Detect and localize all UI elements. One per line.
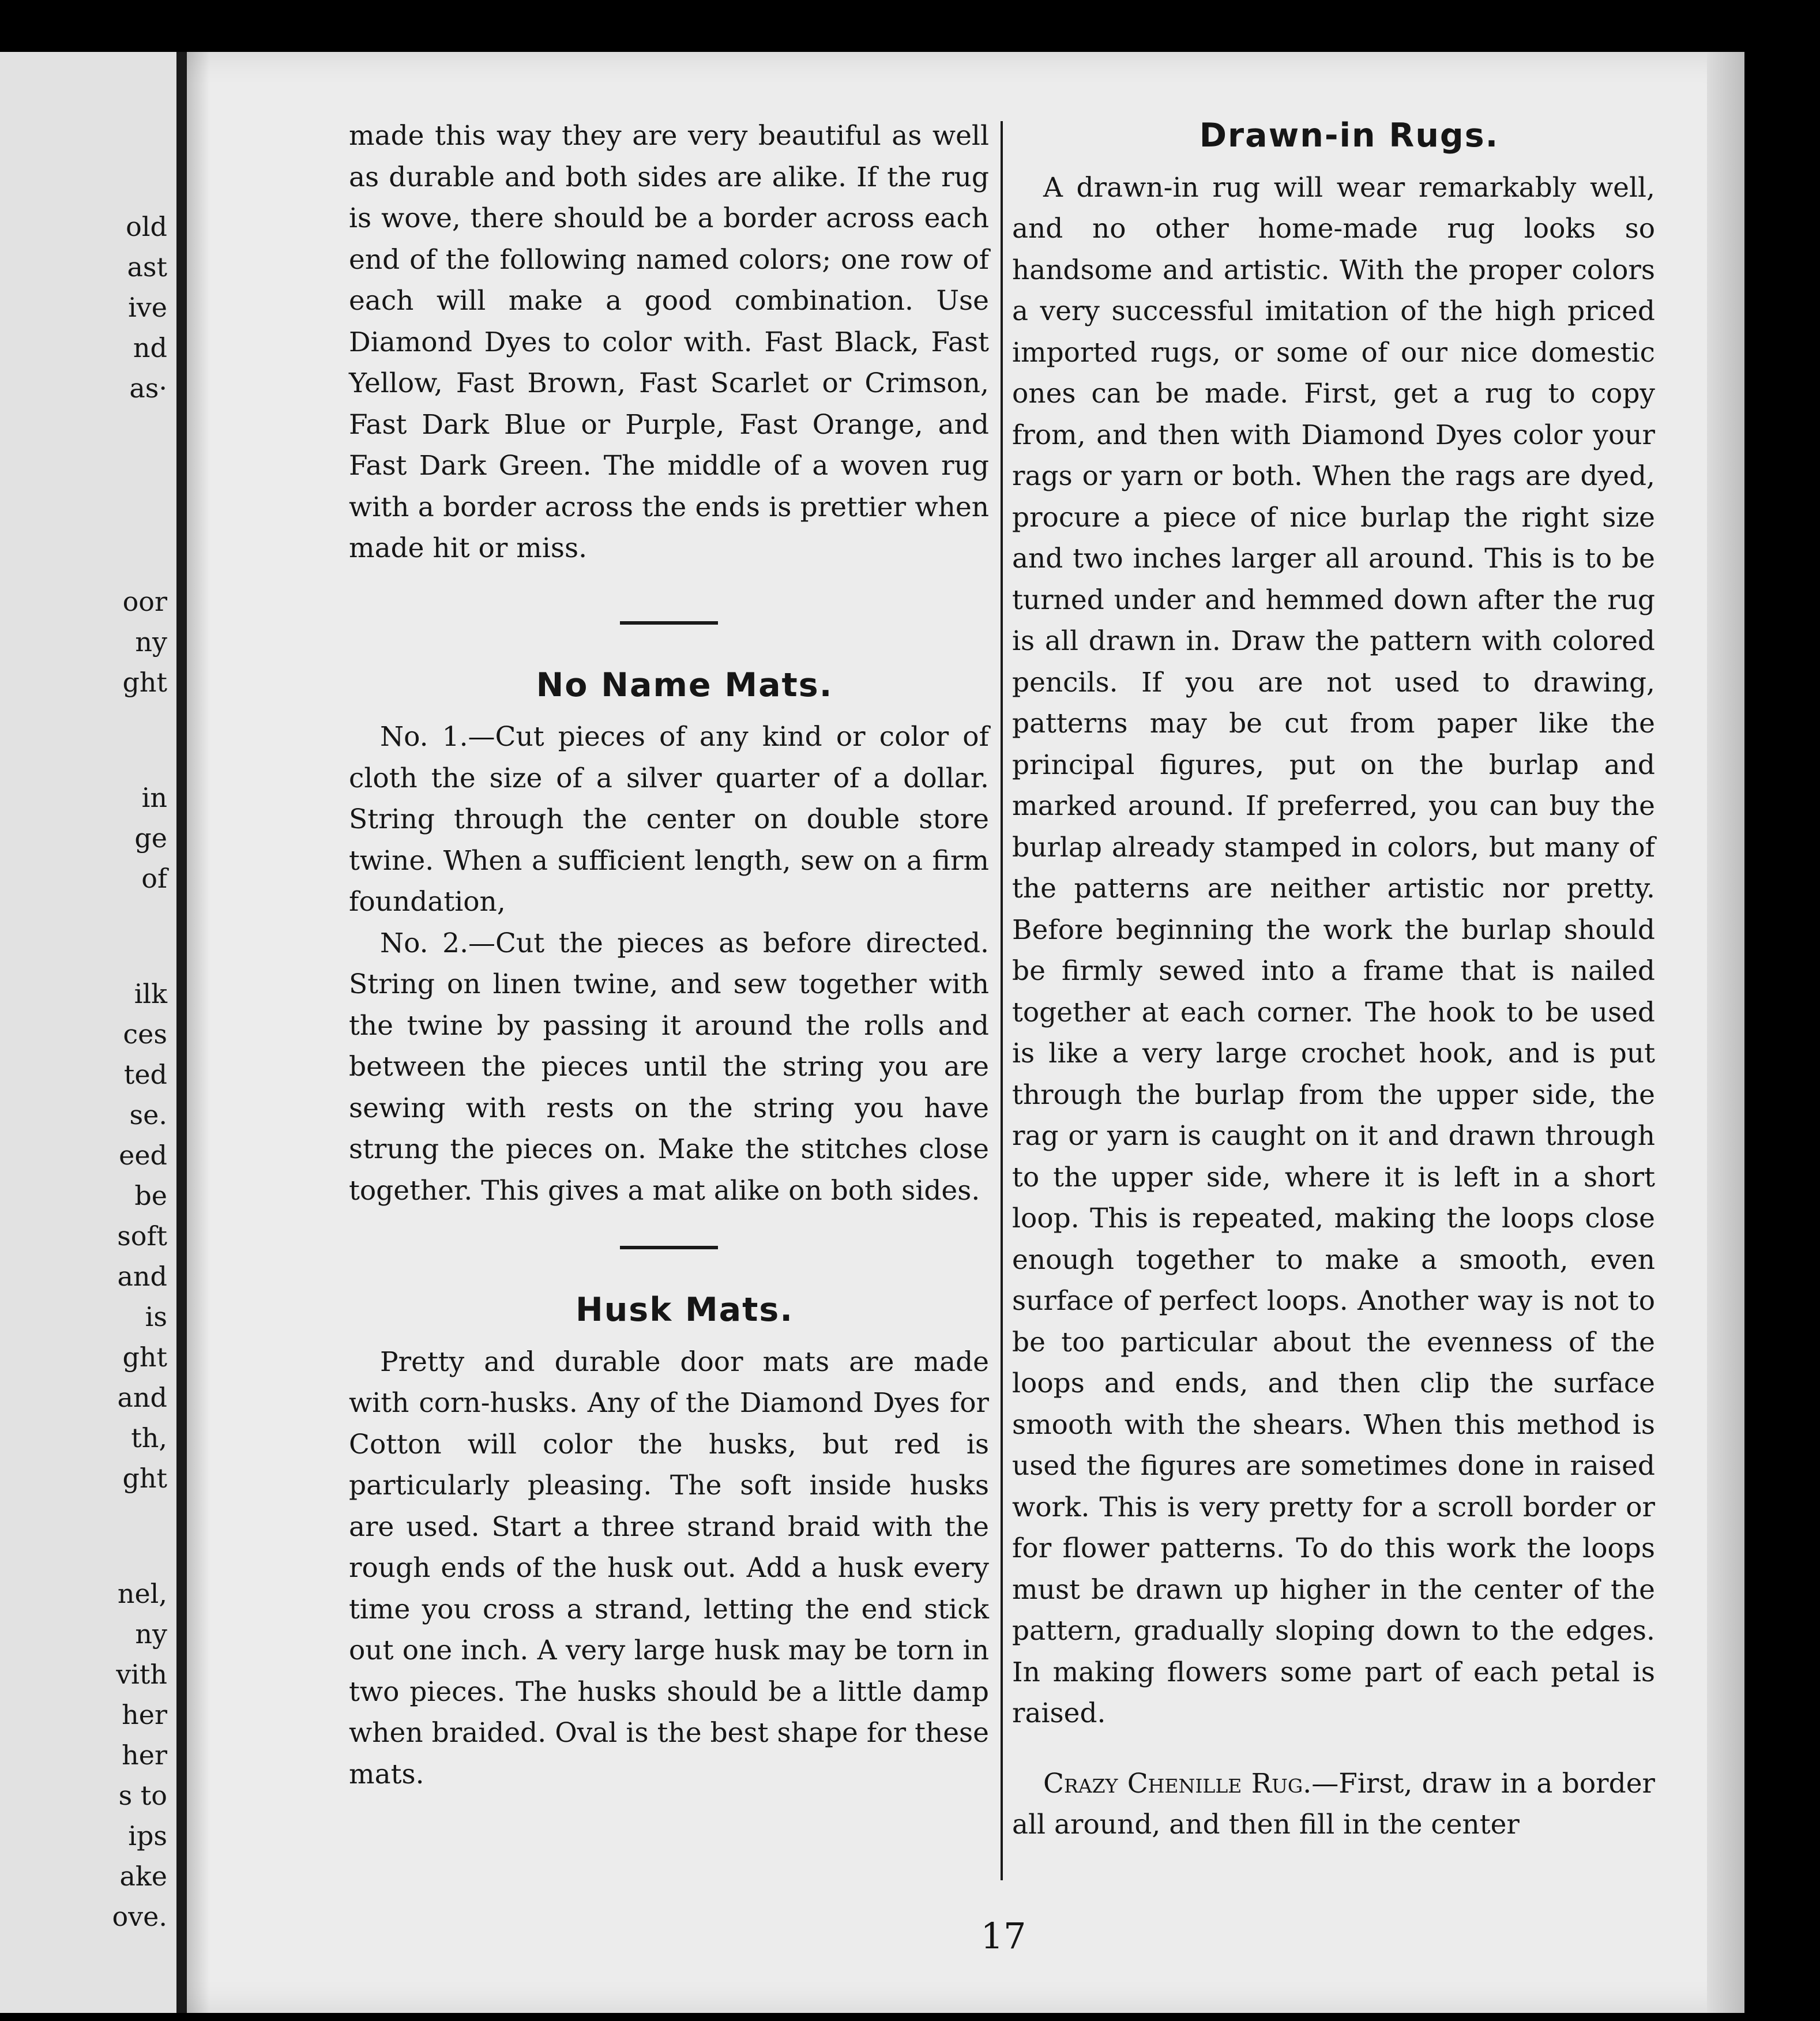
facing-page-fragment: ge — [134, 822, 167, 854]
facing-page-fragment: as· — [129, 373, 167, 404]
facing-page-fragment: se. — [129, 1099, 167, 1130]
husk-mats-paragraph: Pretty and durable door mats are made with corn-husks. Any of the Diamond Dyes for Cotton will color the husks, but red is particularly pleasing. The soft inside husks are used. Start a three strand braid with the rough ends of the husk out. Add a husk every time you cross a strand, letting the end stick out one inch. A very large husk may be torn in two pieces. The husks should be a little damp when braided. Oval is the best shape for these mats. — [349, 1346, 989, 1790]
fold-shadow — [187, 52, 210, 2013]
crazy-chenille-label: Crazy Chenille Rug. — [1043, 1767, 1312, 1800]
facing-page-fragment: soft — [117, 1220, 167, 1252]
page-number: 17 — [980, 1915, 1026, 1957]
column-divider — [1001, 121, 1003, 1880]
facing-page-fragment: ght — [122, 667, 167, 698]
facing-page-fragment: ake — [119, 1861, 167, 1892]
page-edge — [1707, 52, 1744, 2013]
facing-page-fragment: old — [126, 211, 167, 242]
facing-page-fragment: th, — [131, 1422, 167, 1453]
facing-page-fragment: s to — [118, 1780, 167, 1811]
crazy-chenille-text: —First, draw in a border all around, and then fill in the center — [1012, 1767, 1655, 1840]
facing-page-fragment: vith — [116, 1659, 167, 1690]
husk-mats-heading: Husk Mats. — [576, 1291, 794, 1329]
rug-border-paragraph: made this way they are very beautiful as well as durable and both sides are alike. If the rug is wove, there should be a border across each end of the following named colors; one row of each will make a good combination. Use Diamond Dyes to color with. Fast Black, Fast Yellow, Fast Brown, Fast Scarlet or Crimson, Fast Dark Blue or Purple, Fast Orange, and Fast Dark Green. The middle of a woven rug with a border across the ends is prettier when made hit or miss. — [349, 120, 989, 564]
facing-page-edge — [0, 52, 179, 2013]
facing-page-fragment: ips — [128, 1820, 167, 1851]
facing-page-fragment: in — [141, 782, 167, 813]
facing-page-fragment: ast — [127, 251, 167, 283]
facing-page-fragment: ove. — [112, 1901, 167, 1932]
right-column — [1012, 115, 1655, 1846]
facing-page-fragment: ny — [135, 1618, 167, 1650]
facing-page-fragment: ght — [122, 1342, 167, 1373]
facing-page-fragment: and — [117, 1382, 167, 1413]
no-name-mats-item-1: No. 1.—Cut pieces of any kind or color of cloth the size of a silver quarter of a dollar. String through the center on double store twine. When a sufficient length, sew on a firm foundation, — [349, 721, 989, 918]
facing-page-fragment: be — [134, 1180, 167, 1211]
facing-page-fragment: her — [122, 1740, 167, 1771]
crazy-chenille-paragraph — [1012, 1763, 1655, 1846]
book-page — [0, 52, 1744, 2013]
facing-page-fragment: ght — [122, 1463, 167, 1494]
facing-page-fragment: ces — [123, 1019, 167, 1050]
facing-page-fragment: her — [122, 1699, 167, 1730]
facing-page-fragment: ive — [128, 292, 167, 323]
facing-page-fragment: ny — [135, 626, 167, 658]
facing-page-fragment: of — [141, 863, 167, 894]
facing-page-fragment: nel, — [117, 1578, 167, 1609]
book-binding — [176, 52, 187, 2013]
drawn-in-rugs-heading: Drawn-in Rugs. — [1199, 117, 1499, 155]
facing-page-fragment: and — [117, 1261, 167, 1292]
facing-page-fragment: oor — [122, 586, 167, 617]
facing-page-fragment: is — [145, 1301, 167, 1332]
facing-page-fragment: nd — [133, 332, 167, 363]
drawn-in-rugs-paragraph: A drawn-in rug will wear remarkably well, and no other home-made rug looks so handsome and artistic. With the proper colors a very successful imitation of the high priced imported rugs, or some of our nice domestic ones can be made. First, get a rug to copy from, and then with Diamond Dyes color your rags or yarn or both. When the rags are dyed, procure a piece of nice burlap the right size and two inches larger all around. This is to be turned under and hemmed down after the rug is all drawn in. Draw the pattern with colored pencils. If you are not used to drawing, patterns may be cut from paper like the principal figures, put on the burlap and marked around. If preferred, you can buy the burlap already stamped in colors, but many of the patterns are neither artistic nor pretty. Before beginning the work the burlap should be firmly sewed into a frame that is nailed together at each corner. The hook to be used is like a very large crochet hook, and is put through the burlap from the upper side, the rag or yarn is caught on it and drawn through to the upper side, where it is left in a short loop. This is repeated, making the loops close enough together to make a smooth, even surface of perfect loops. Another way is not to be too particular about the evenness of the loops and ends, and then clip the surface smooth with the shears. When this method is used the figures are sometimes done in raised work. This is very pretty for a scroll border or for flower patterns. To do this work the loops must be drawn up higher in the center of the pattern, gradually sloping down to the edges. In making flowers some part of each petal is raised. — [1012, 171, 1655, 1729]
no-name-mats-item-2: No. 2.—Cut the pieces as before directed. String on linen twine, and sew together with the twine by passing it around the rolls and between the pieces until the string you are sewing with rests on the string you have strung the pieces on. Make the stitches close together. This gives a mat alike on both sides. — [349, 927, 989, 1207]
facing-page-fragment: eed — [119, 1140, 167, 1171]
no-name-mats-heading: No Name Mats. — [536, 666, 833, 704]
left-column — [349, 115, 989, 1795]
facing-page-fragment: ted — [123, 1059, 167, 1090]
facing-page-fragment: ilk — [134, 978, 167, 1009]
